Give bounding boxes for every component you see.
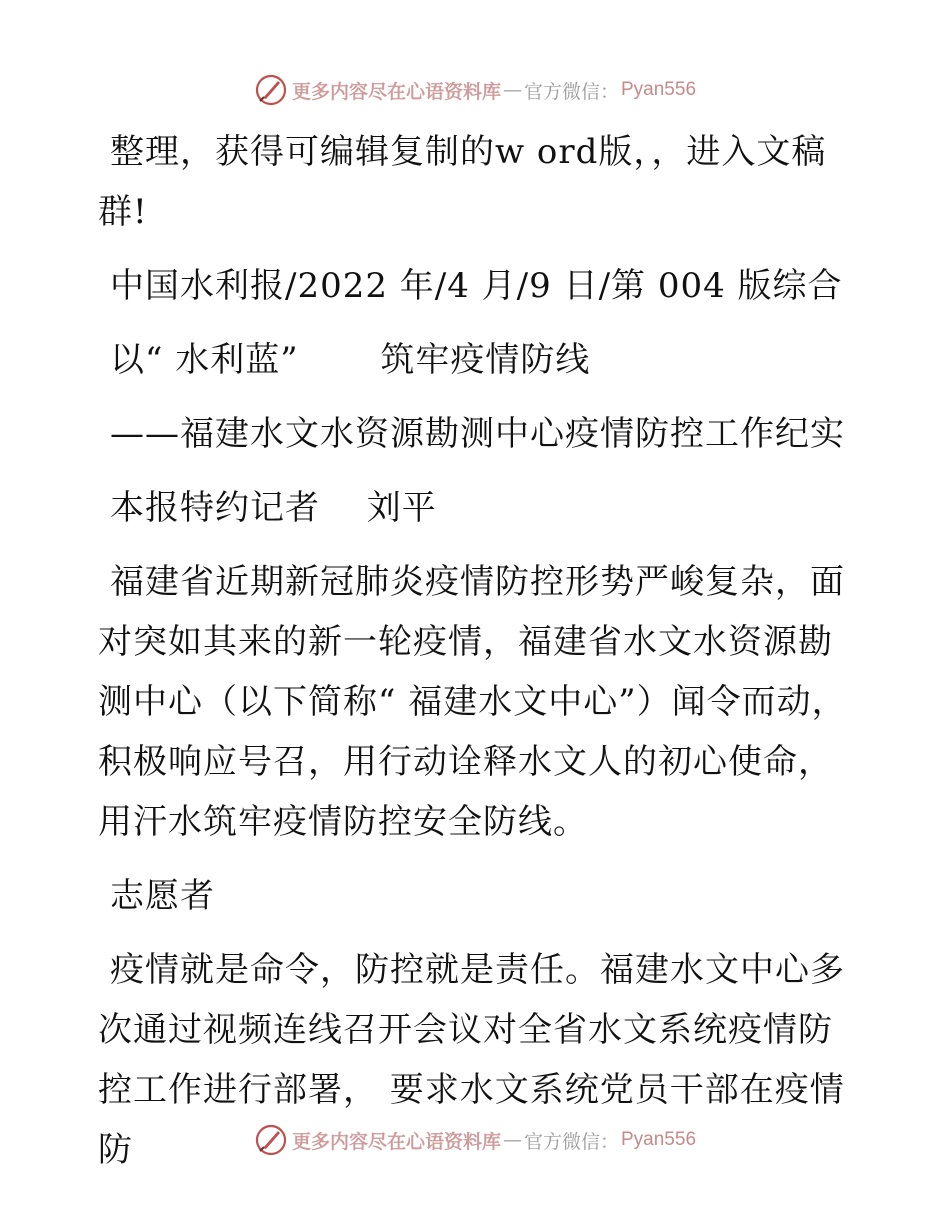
quill-pen-icon	[254, 73, 288, 107]
header-watermark	[0, 70, 950, 110]
watermark-dash: —	[502, 79, 522, 101]
footer-watermark	[0, 1120, 950, 1160]
watermark-official-label: 官方微信：	[523, 1130, 619, 1153]
watermark-official-label: 官方微信：	[523, 80, 619, 103]
watermark-brand-text: 更多内容尽在心语资料库	[291, 1130, 501, 1153]
watermark-dash: —	[502, 1129, 522, 1151]
paragraph-body: 疫情就是命令，防控就是责任。福建水文中心多次通过视频连线召开会议对全省水文系统疫情防控工作进行部署， 要求水文系统党员干部在疫情防	[98, 950, 845, 1170]
document-body	[98, 122, 850, 1194]
paragraph-lead: 福建省近期新冠肺炎疫情防控形势严峻复杂，面对突如其来的新一轮疫情，福建省水文水资源勘测中心（以下简称“ 福建水文中心”）闻令而动，积极响应号召，用行动诠释水文人的初心使命，用汗水筑牢疫情防控安全防线。	[98, 562, 847, 842]
section-heading: 志愿者	[110, 876, 215, 916]
watermark-wechat-id: Pyan556	[621, 79, 697, 100]
article-subtitle: ——福建水文水资源勘测中心疫情防控工作纪实	[110, 414, 845, 454]
article-byline: 本报特约记者 刘平	[110, 488, 437, 528]
paragraph-intro: 整理，获得可编辑复制的w ord版，，进入文稿群!	[98, 132, 827, 232]
article-title: 以“ 水利蓝” 筑牢疫情防线	[110, 340, 591, 380]
paragraph-source: 中国水利报/2022 年/4 月/9 日/第 004 版综合	[110, 266, 843, 306]
watermark-wechat-id: Pyan556	[621, 1129, 697, 1150]
quill-pen-icon	[254, 1123, 288, 1157]
watermark-brand-text: 更多内容尽在心语资料库	[291, 80, 501, 103]
